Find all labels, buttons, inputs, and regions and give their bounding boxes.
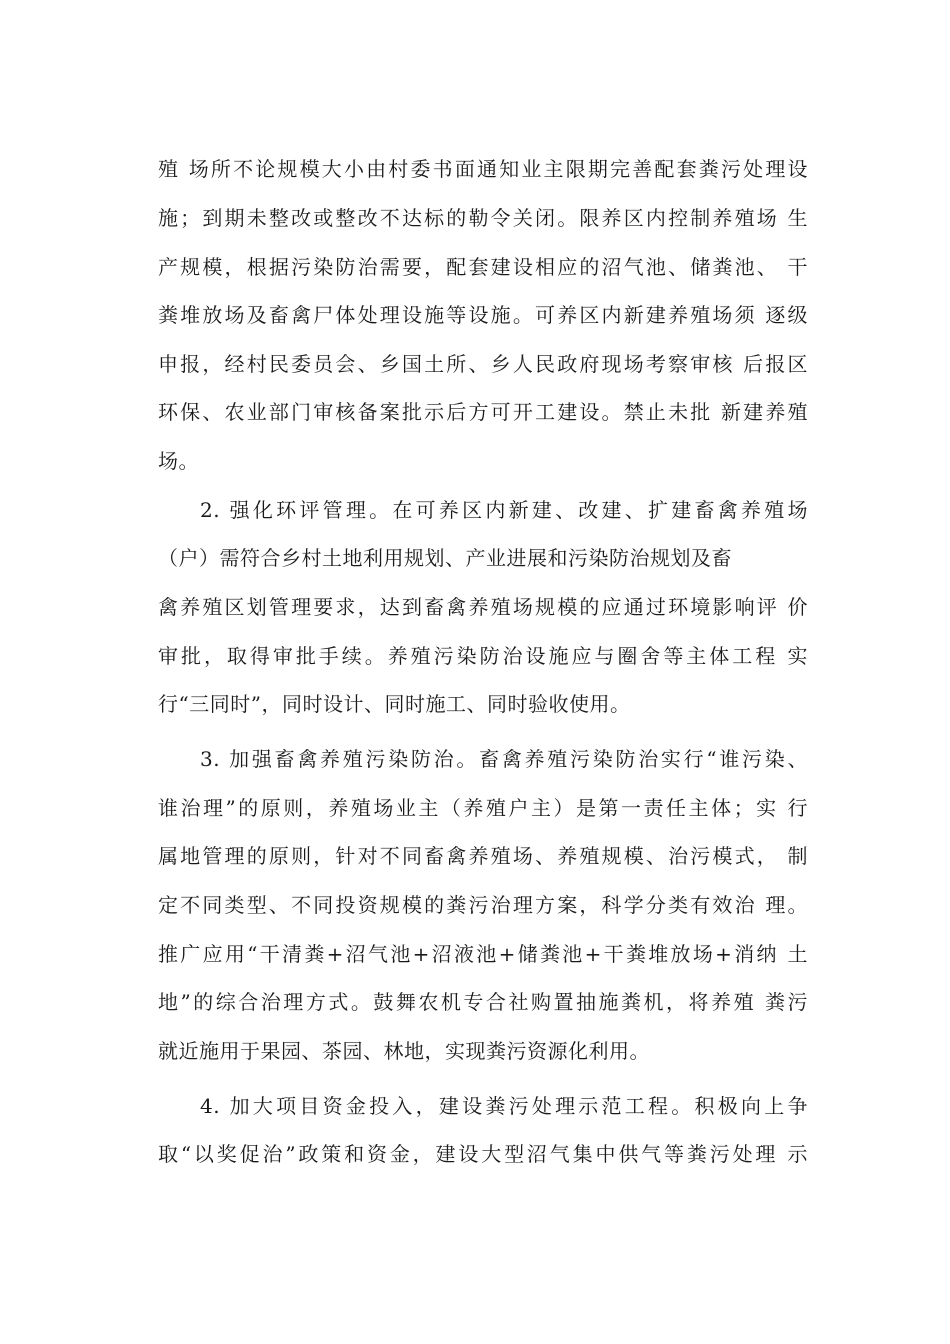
paragraph-4-line-2: 取“以奖促治”政策和资金，建设大型沼气集中供气等粪污处理 示 [158,1142,808,1166]
paragraph-2-line-1: 2. 强化环评管理。在可养区内新建、改建、扩建畜禽养殖场 [200,498,808,522]
paragraph-2-line-2: （户）需符合乡村土地利用规划、产业进展和污染防治规划及畜 [158,546,732,570]
paragraph-3-line-2: 谁治理”的原则，养殖场业主（养殖户主）是第一责任主体；实 行 [158,796,808,820]
paragraph-1-line-2: 施；到期未整改或整改不达标的勒令关闭。限养区内控制养殖场 生 [158,206,808,230]
paragraph-3-line-4: 定不同类型、不同投资规模的粪污治理方案，科学分类有效治 理。 [158,893,808,917]
paragraph-1-line-5: 申报，经村民委员会、乡国土所、乡人民政府现场考察审核 后报区 [158,352,808,376]
paragraph-1-line-6: 环保、农业部门审核备案批示后方可开工建设。禁止未批 新建养殖 [158,400,808,424]
paragraph-1-line-4: 粪堆放场及畜禽尸体处理设施等设施。可养区内新建养殖场须 逐级 [158,303,808,327]
paragraph-3-line-6: 地”的综合治理方式。鼓舞农机专合社购置抽施粪机，将养殖 粪污 [158,990,808,1014]
paragraph-3-line-7: 就近施用于果园、茶园、林地，实现粪污资源化利用。 [158,1039,650,1063]
paragraph-3-line-5: 推广应用“干清粪+沼气池+沼液池+储粪池+干粪堆放场+消纳 土 [158,942,808,966]
paragraph-3-line-1: 3. 加强畜禽养殖污染防治。畜禽养殖污染防治实行“谁污染、 [200,747,808,771]
paragraph-1-line-1: 殖 场所不论规模大小由村委书面通知业主限期完善配套粪污处理设 [158,157,808,181]
paragraph-3-line-3: 属地管理的原则，针对不同畜禽养殖场、养殖规模、治污模式， 制 [158,844,808,868]
paragraph-2-line-5: 行“三同时”，同时设计、同时施工、同时验收使用。 [158,692,631,716]
paragraph-1-line-7: 场。 [158,449,199,473]
paragraph-2-line-4: 审批，取得审批手续。养殖污染防治设施应与圈舍等主体工程 实 [158,644,808,668]
paragraph-2-line-3: 禽养殖区划管理要求，达到畜禽养殖场规模的应通过环境影响评 价 [158,595,808,619]
paragraph-1-line-3: 产规模，根据污染防治需要，配套建设相应的沼气池、储粪池、 干 [158,255,808,279]
paragraph-4-line-1: 4. 加大项目资金投入，建设粪污处理示范工程。积极向上争 [200,1094,808,1118]
